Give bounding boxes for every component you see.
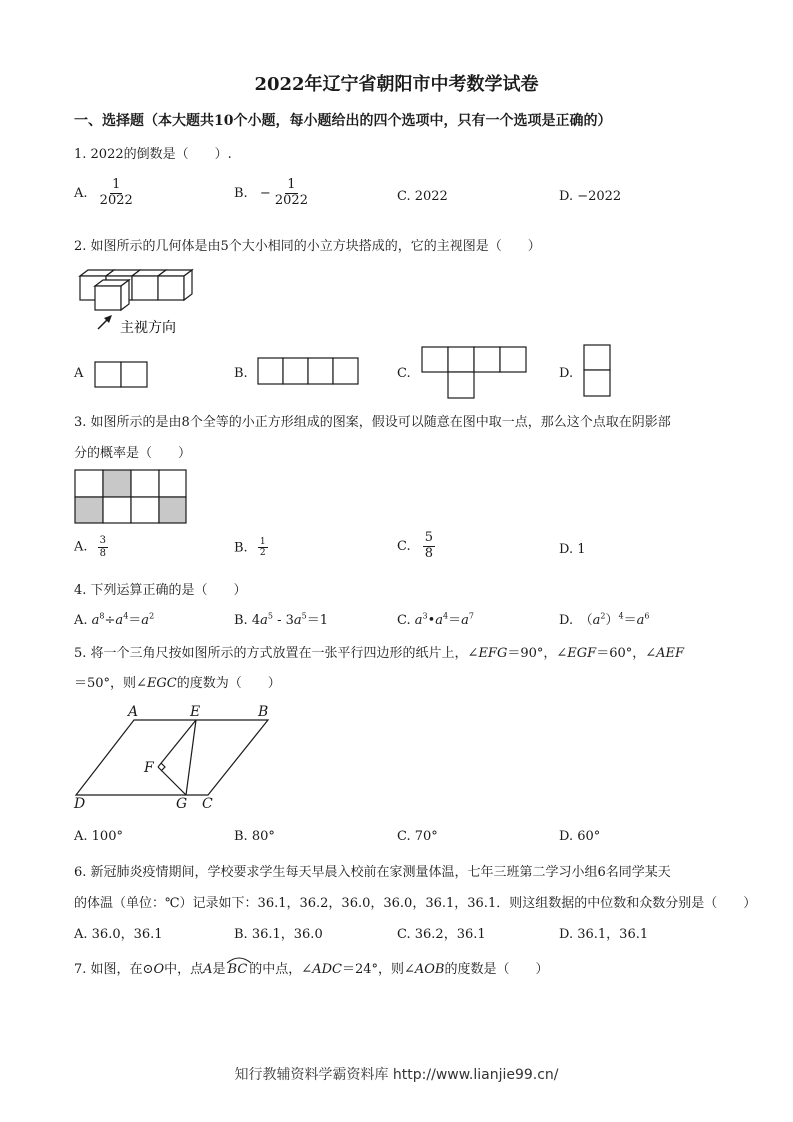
- point-label-b: B: [258, 704, 269, 720]
- q4-option-c[interactable]: C. $a^3•a^4=a^7$: [397, 611, 475, 628]
- q2-option-d-figure[interactable]: [583, 344, 611, 398]
- q1-option-c[interactable]: C. 2022: [397, 189, 448, 204]
- view-direction-arrow: [98, 315, 112, 329]
- q3-b-fraction: $\frac{1}{2}$: [259, 537, 266, 559]
- q1-option-a[interactable]: A. $\frac{1}{2022}$: [74, 177, 133, 208]
- q1-option-b[interactable]: B. − $\frac{1}{2022}$: [234, 177, 308, 208]
- q3-option-a[interactable]: A. $\frac{3}{8}$: [74, 535, 107, 559]
- view-direction-label: 主视方向: [120, 320, 176, 336]
- point-label-e: E: [190, 704, 201, 720]
- q6-option-d[interactable]: D. 36.1，36.1: [559, 927, 649, 942]
- q5-parallelogram-figure: [70, 702, 280, 810]
- q2-option-a-figure[interactable]: [94, 361, 148, 389]
- q4-option-d[interactable]: D. $(a^2)^4=a^6$: [559, 611, 650, 628]
- q1-a-fraction: $\frac{1}{2022}$: [99, 177, 133, 208]
- q3-stem-line1: 3. 如图所示的是由8个全等的小正方形组成的图案，假设可以随意在图中取一点，那么这个点取在阴影部: [74, 415, 671, 430]
- q2-option-a-label[interactable]: A: [74, 366, 84, 381]
- q2-option-c-figure[interactable]: [421, 346, 527, 400]
- point-label-f: F: [144, 760, 154, 776]
- q4-option-a[interactable]: A. $a^8\div a^4=a^2$: [74, 611, 155, 628]
- q2-stem: 2. 如图所示的几何体是由5个大小相同的小立方块搭成的，它的主视图是（ ）: [74, 239, 541, 254]
- point-label-a: A: [128, 704, 139, 720]
- q5-option-d[interactable]: D. 60°: [559, 829, 601, 844]
- q6-stem-line2: 的体温（单位：℃）记录如下：36.1，36.2，36.0，36.0，36.1，36.1．则这组数据的中位数和众数分别是（ ）: [74, 896, 757, 911]
- q3-option-d[interactable]: D. 1: [559, 542, 586, 557]
- q2-option-d-label[interactable]: D.: [559, 366, 574, 381]
- point-label-d: D: [74, 796, 86, 812]
- footer-watermark: 知行教辅资料学霸资料库 http://www.lianjie99.cn/: [234, 1067, 559, 1083]
- q3-option-b[interactable]: B. $\frac{1}{2}$: [234, 537, 266, 559]
- q3-a-fraction: $\frac{3}{8}$: [99, 535, 107, 559]
- q7-stem: 7. 如图，在⊙O中，点A是 BC 的中点，∠ADC＝24°，则∠AOB的度数是（ ）: [74, 958, 549, 977]
- q3-option-c[interactable]: C. $\frac{5}{8}$: [397, 530, 434, 561]
- q2-option-b-figure[interactable]: [257, 357, 361, 385]
- q3-grid-figure: [74, 469, 188, 525]
- q3-stem-line2: 分的概率是（ ）: [74, 446, 192, 461]
- q5-option-a[interactable]: A. 100°: [74, 829, 123, 844]
- q3-c-fraction: $\frac{5}{8}$: [424, 530, 434, 561]
- q6-option-a[interactable]: A. 36.0，36.1: [74, 927, 163, 942]
- q5-option-b[interactable]: B. 80°: [234, 829, 275, 844]
- q2-cube-figure: [74, 266, 204, 341]
- page-title: 2022年辽宁省朝阳市中考数学试卷: [254, 74, 539, 95]
- q4-option-b[interactable]: B. $4a^5 - 3a^5=1$: [234, 611, 329, 628]
- q2-option-c-label[interactable]: C.: [397, 366, 411, 381]
- q1-b-fraction: $\frac{1}{2022}$: [274, 177, 308, 208]
- q6-option-c[interactable]: C. 36.2，36.1: [397, 927, 486, 942]
- q1-stem: 1. 2022的倒数是（ ）.: [74, 147, 232, 162]
- q5-stem-line2: ＝50°，则∠EGC的度数为（ ）: [74, 676, 281, 691]
- q6-stem-line1: 6. 新冠肺炎疫情期间，学校要求学生每天早晨入校前在家测量体温，七年三班第二学习小组6名同学某天: [74, 865, 671, 880]
- q5-stem-line1: 5. 将一个三角尺按如图所示的方式放置在一张平行四边形的纸片上，∠EFG＝90°，∠EGF＝60°，∠AEF: [74, 646, 685, 661]
- q2-option-b-label[interactable]: B.: [234, 366, 248, 381]
- arc-symbol: [226, 956, 252, 964]
- q6-option-b[interactable]: B. 36.1，36.0: [234, 927, 323, 942]
- section-heading: 一、选择题（本大题共10个小题，每小题给出的四个选项中，只有一个选项是正确的）: [74, 113, 612, 129]
- q5-option-c[interactable]: C. 70°: [397, 829, 438, 844]
- point-label-g: G: [176, 796, 188, 812]
- q1-option-d[interactable]: D. −2022: [559, 189, 622, 204]
- point-label-c: C: [202, 796, 213, 812]
- q4-stem: 4. 下列运算正确的是（ ）: [74, 583, 247, 598]
